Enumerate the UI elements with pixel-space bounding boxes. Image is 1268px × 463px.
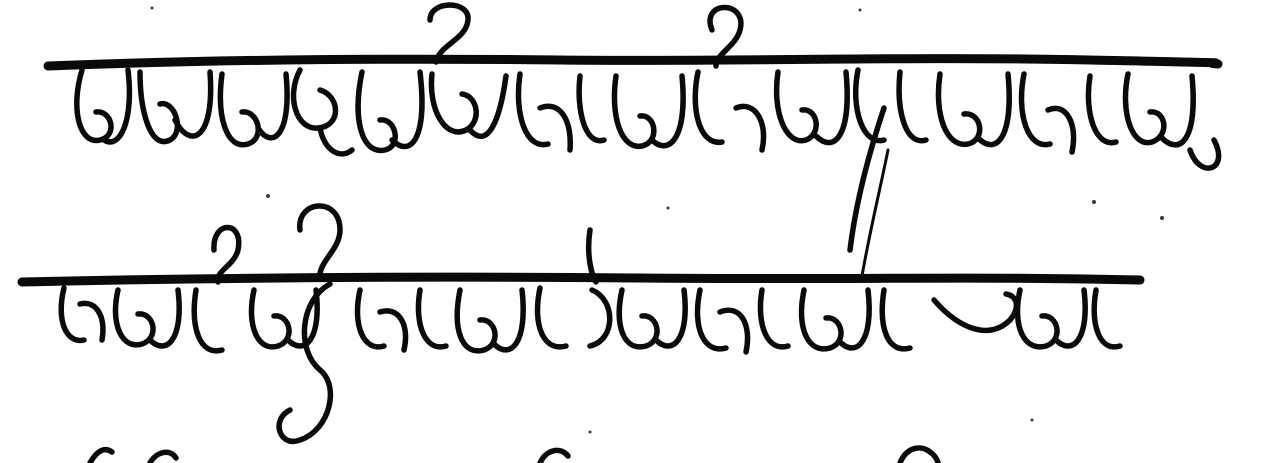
glyph-stroke <box>540 450 568 463</box>
manuscript-line-3 <box>90 448 938 463</box>
glyph-stroke <box>115 290 179 346</box>
glyph-stroke <box>1022 74 1116 152</box>
speck <box>1160 216 1164 220</box>
glyph-stroke <box>150 452 176 463</box>
speck <box>667 207 670 210</box>
glyph-stroke <box>61 288 103 340</box>
glyph-stroke <box>850 70 926 250</box>
glyph-stroke <box>619 290 685 347</box>
glyph-stroke <box>279 284 330 441</box>
glyph-stroke <box>430 5 468 62</box>
glyph-stroke <box>431 74 506 136</box>
glyph-stroke <box>140 72 211 142</box>
speck <box>151 7 154 10</box>
glyph-stroke <box>1125 74 1218 168</box>
speck <box>1092 200 1096 204</box>
headline-bar-2 <box>22 277 1140 282</box>
glyph-stroke <box>77 70 130 142</box>
manuscript-line-1 <box>48 5 1219 250</box>
speck <box>1031 419 1034 422</box>
speck <box>589 431 592 434</box>
glyph-stroke <box>357 290 446 350</box>
glyph-stroke <box>358 72 422 150</box>
glyph-stroke <box>294 70 352 154</box>
glyph-stroke <box>1018 290 1120 347</box>
glyph-stroke <box>695 8 763 151</box>
glyph-stroke <box>900 448 938 463</box>
glyph-stroke <box>614 76 683 146</box>
glyph-stroke <box>882 290 1016 349</box>
glyph-stroke <box>90 450 112 463</box>
speck <box>266 194 270 198</box>
glyph-stroke <box>698 290 788 352</box>
headline-bar-1 <box>48 59 1218 66</box>
manuscript-line-2 <box>22 150 1140 441</box>
glyph-stroke <box>194 228 238 351</box>
glyph-stroke <box>220 74 287 145</box>
glyph-stroke <box>802 290 870 349</box>
speck <box>859 9 862 12</box>
glyph-stroke <box>457 290 523 351</box>
glyph-stroke <box>538 230 610 347</box>
glyph-stroke <box>777 72 848 143</box>
glyph-stroke <box>938 74 1009 145</box>
glyph-stroke <box>300 206 340 278</box>
glyph-stroke <box>518 74 604 150</box>
